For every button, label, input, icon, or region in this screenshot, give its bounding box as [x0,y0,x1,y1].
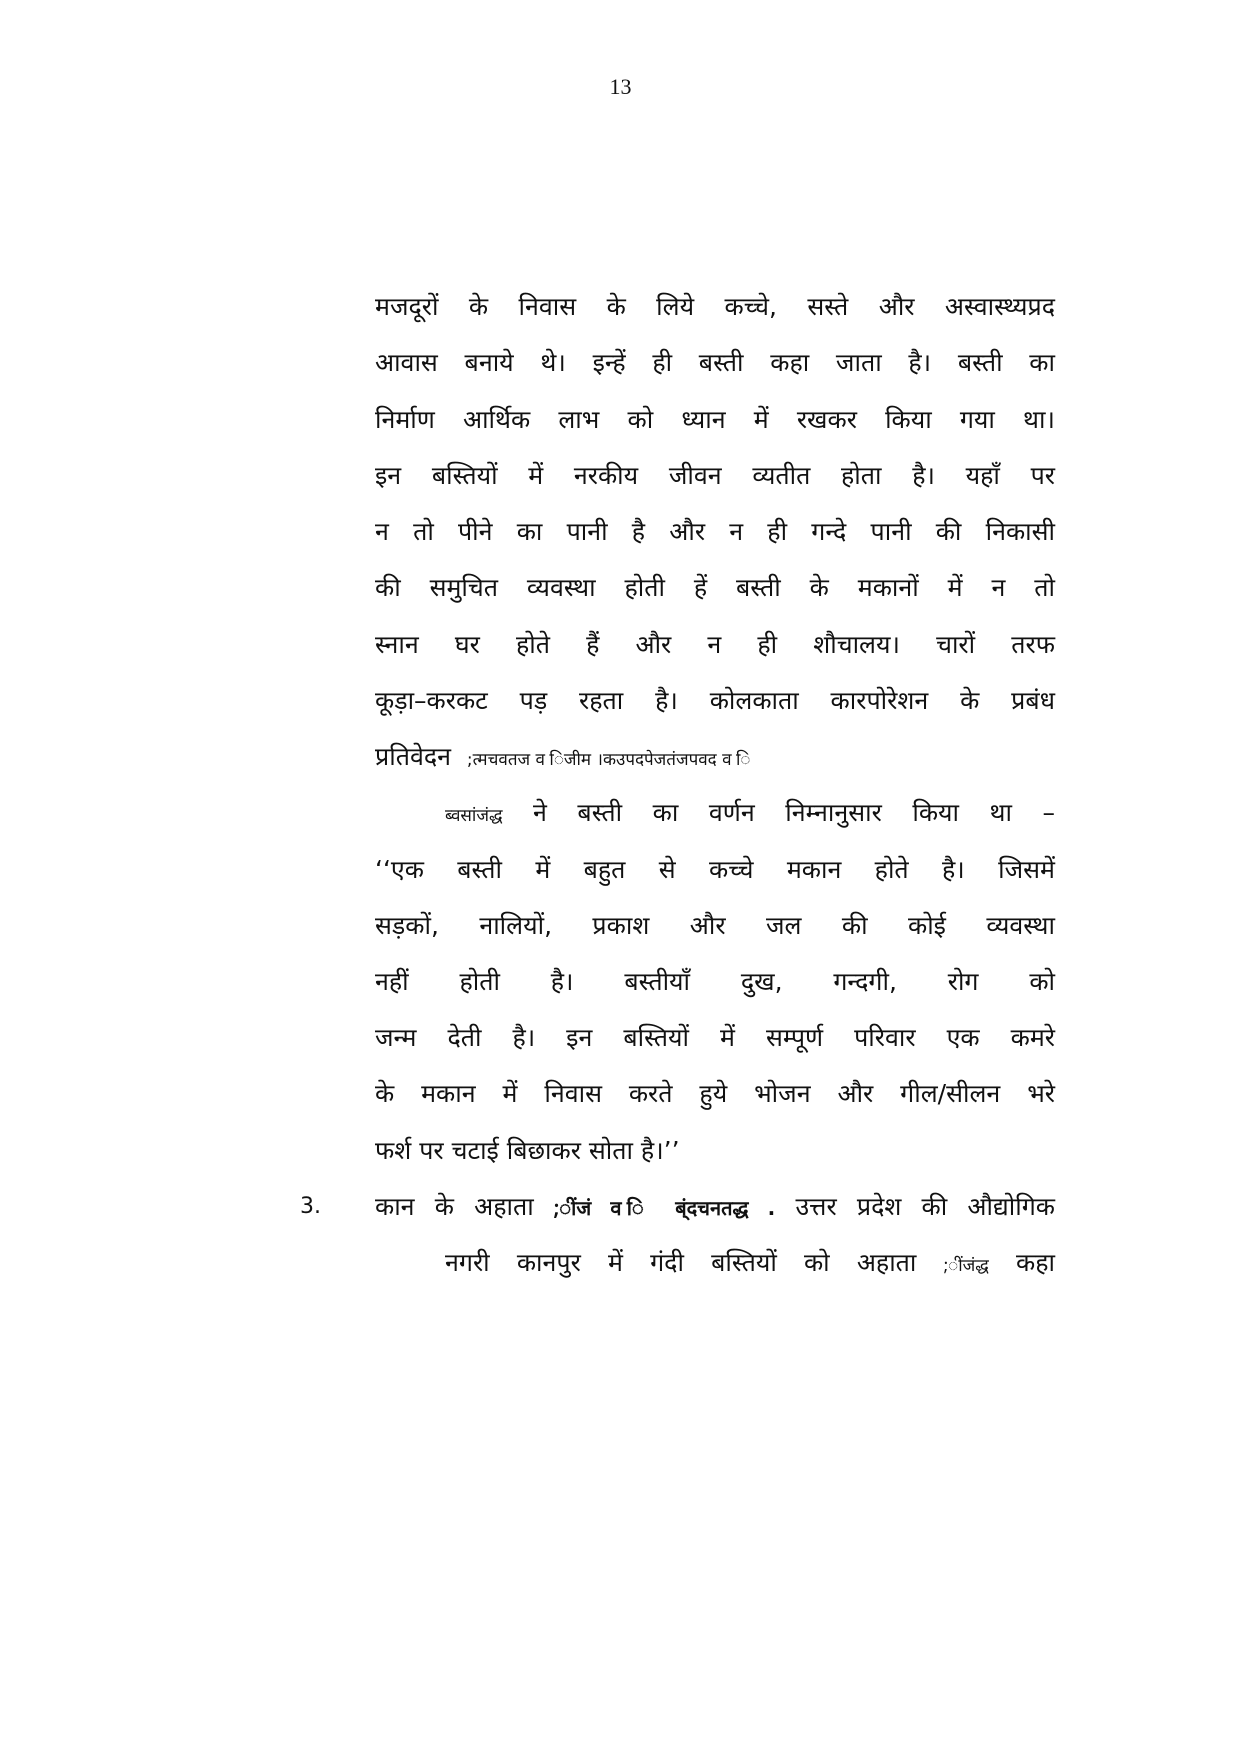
quote-line: जन्म देती है। इन बस्तियों में सम्पूर्ण परिवार एक कमरे [375,1023,1055,1052]
list-item-line [375,1187,1055,1227]
text-line: निर्माण आर्थिक लाभ को ध्यान में रखकर किया गया था। [375,405,1055,434]
text-line: आवास बनाये थे। इन्हें ही बस्ती कहा जाता है। बस्ती का [375,348,1055,377]
garbled-text: ब्वसांजंद्ध [445,806,503,826]
quote-line: ‘‘एक बस्ती में बहुत से कच्चे मकान होते है। जिसमें [375,855,1055,884]
garbled-text: ;ींजंद्ध [943,1256,989,1276]
text-fragment: ने बस्ती का वर्णन निम्नानुसार किया था – [533,798,1055,827]
list-item-line [445,1243,1055,1283]
quote-line: फर्श पर चटाई बिछाकर सोता है।’’ [375,1136,680,1165]
text-line [445,793,1055,833]
text-line: इन बस्तियों में नरकीय जीवन व्यतीत होता है। यहाँ पर [375,461,1055,490]
text-line: स्नान घर होते हैं और न ही शौचालय। चारों तरफ [375,630,1055,659]
text-line: की समुचित व्यवस्था होती हें बस्ती के मकानों में न तो [375,573,1055,602]
text-line: न तो पीने का पानी है और न ही गन्दे पानी की निकासी [375,517,1055,546]
quote-line: सड़कों, नालियों, प्रकाश और जल की कोई व्यवस्था [375,911,1055,940]
page-number: 13 [609,74,632,99]
text-line: कूड़ा–करकट पड़ रहता है। कोलकाता कारपोरेशन के प्रबंध [375,686,1055,715]
text-fragment: कहा [1016,1248,1055,1277]
garbled-text: ;ींजं व ि ब्ंदचनतद्ध . [553,1196,776,1220]
text-fragment: नगरी कानपुर में गंदी बस्तियों को अहाता [445,1248,917,1277]
text-fragment: प्रतिवेदन [375,742,452,771]
text-line [375,737,1055,777]
list-item-number: 3. [300,1194,321,1219]
quote-line: नहीं होती है। बस्तीयाँ दुख, गन्दगी, रोग को [375,967,1055,996]
quote-line: के मकान में निवास करते हुये भोजन और गील/सीलन भरे [375,1079,1055,1108]
garbled-text: ;त्मचवतज व िजीम ।कउपदपेजतंजपवद व ि [466,750,751,770]
text-fragment: कान के अहाता [375,1192,534,1221]
text-line: मजदूरों के निवास के लिये कच्चे, सस्ते और अस्वास्थ्यप्रद [375,292,1055,321]
text-fragment: उत्तर प्रदेश की औद्योगिक [795,1192,1055,1221]
